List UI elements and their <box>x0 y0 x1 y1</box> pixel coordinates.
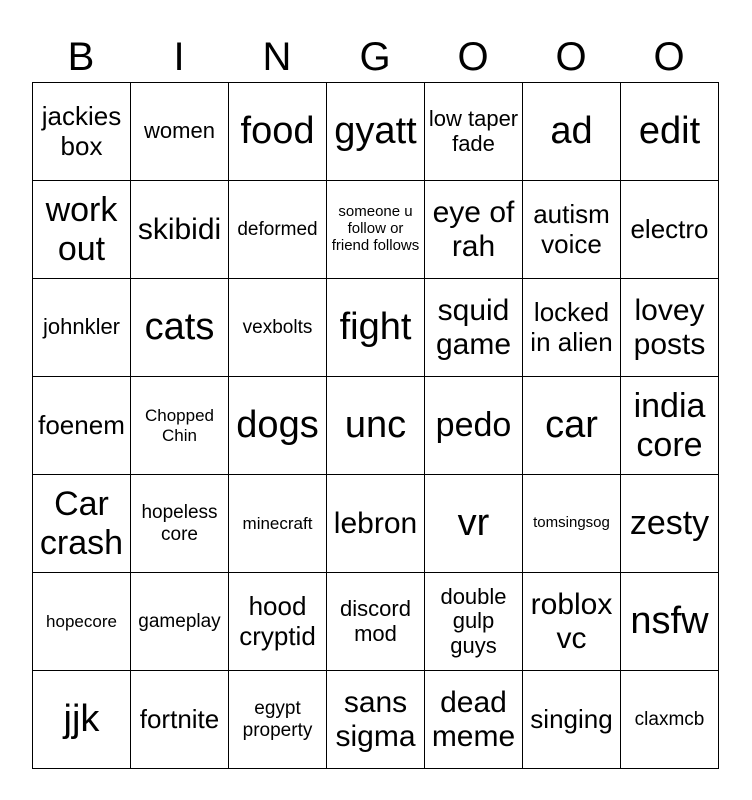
bingo-cell[interactable] <box>33 279 131 377</box>
cell-label: double gulp guys <box>440 583 507 658</box>
cell-label: pedo <box>435 406 512 445</box>
bingo-cell[interactable] <box>229 377 327 475</box>
cell-label: Chopped Chin <box>144 406 214 445</box>
bingo-cell[interactable] <box>327 671 425 769</box>
bingo-cell[interactable] <box>33 671 131 769</box>
bingo-cell[interactable] <box>621 181 719 279</box>
cell-label: lebron <box>333 506 418 540</box>
bingo-cell[interactable] <box>327 181 425 279</box>
bingo-cell[interactable] <box>33 377 131 475</box>
cell-label: vexbolts <box>242 316 313 338</box>
bingo-cell[interactable] <box>523 573 621 671</box>
bingo-cell[interactable] <box>425 279 523 377</box>
cell-label: tomsingsog <box>533 514 610 532</box>
cell-label: hopecore <box>46 611 117 631</box>
cell-label: work out <box>45 191 118 268</box>
cell-label: sans sigma <box>335 685 416 753</box>
bingo-cell[interactable] <box>621 671 719 769</box>
bingo-cell[interactable] <box>131 377 229 475</box>
cell-label: someone u follow or friend follows <box>331 203 420 254</box>
bingo-cell[interactable] <box>425 181 523 279</box>
cell-label: squid game <box>435 293 512 361</box>
header-letter-o-3: O <box>653 35 685 79</box>
cell-label: nsfw <box>630 600 709 643</box>
cell-label: fortnite <box>139 703 220 734</box>
bingo-cell[interactable] <box>131 671 229 769</box>
bingo-cell[interactable] <box>229 475 327 573</box>
cell-label: gameplay <box>138 610 221 632</box>
cell-label: fight <box>339 306 412 349</box>
bingo-cell[interactable] <box>33 573 131 671</box>
header-letter-g: G <box>359 35 391 79</box>
cell-label: hopeless core <box>141 502 218 545</box>
bingo-cell[interactable] <box>327 377 425 475</box>
cell-label: foenem <box>38 409 125 440</box>
bingo-cell[interactable] <box>131 573 229 671</box>
cell-label: lovey posts <box>633 293 706 361</box>
bingo-cell[interactable] <box>621 377 719 475</box>
cell-label: locked in alien <box>530 297 613 357</box>
cell-label: ad <box>550 110 593 153</box>
bingo-cell[interactable] <box>327 279 425 377</box>
bingo-cell[interactable] <box>621 573 719 671</box>
cell-label: india core <box>633 387 706 464</box>
cell-label: skibidi <box>137 212 222 246</box>
bingo-cell[interactable] <box>327 573 425 671</box>
cell-label: roblox vc <box>530 587 613 655</box>
cell-label: gyatt <box>334 110 417 153</box>
bingo-cell[interactable] <box>523 475 621 573</box>
bingo-cell[interactable] <box>621 279 719 377</box>
header-letter-i: I <box>173 35 185 79</box>
bingo-cell[interactable] <box>523 377 621 475</box>
bingo-cell[interactable] <box>229 279 327 377</box>
cell-label: vr <box>457 502 490 545</box>
header-letter-b: B <box>67 35 95 79</box>
cell-label: dead meme <box>431 685 516 753</box>
header-letter-o-2: O <box>555 35 587 79</box>
bingo-cell[interactable] <box>523 279 621 377</box>
bingo-cell[interactable] <box>131 475 229 573</box>
bingo-cell[interactable] <box>327 475 425 573</box>
bingo-cell[interactable] <box>131 83 229 181</box>
bingo-cell[interactable] <box>131 181 229 279</box>
bingo-header <box>32 32 718 82</box>
bingo-cell[interactable] <box>229 181 327 279</box>
bingo-cell[interactable] <box>425 573 523 671</box>
cell-label: low taper fade <box>428 105 519 156</box>
header-letter-o-1: O <box>457 35 489 79</box>
cell-label: cats <box>144 306 215 349</box>
cell-label: discord mod <box>340 595 411 646</box>
cell-label: jjk <box>63 698 100 741</box>
cell-label: car <box>545 404 598 447</box>
cell-label: johnkler <box>42 314 121 340</box>
cell-label: minecraft <box>242 513 313 533</box>
cell-label: autism voice <box>533 199 610 259</box>
bingo-cell[interactable] <box>327 83 425 181</box>
bingo-cell[interactable] <box>425 377 523 475</box>
bingo-cell[interactable] <box>33 83 131 181</box>
cell-label: dogs <box>236 404 319 447</box>
bingo-cell[interactable] <box>33 475 131 573</box>
bingo-cell[interactable] <box>33 181 131 279</box>
bingo-cell[interactable] <box>229 671 327 769</box>
bingo-cell[interactable] <box>523 83 621 181</box>
bingo-cell[interactable] <box>229 83 327 181</box>
cell-label: eye of rah <box>432 195 515 263</box>
cell-label: unc <box>344 404 407 447</box>
bingo-cell[interactable] <box>523 181 621 279</box>
cell-label: electro <box>630 213 709 244</box>
header-letter-n: N <box>262 35 292 79</box>
bingo-cell[interactable] <box>425 475 523 573</box>
bingo-cell[interactable] <box>229 573 327 671</box>
cell-label: food <box>240 110 315 153</box>
cell-label: deformed <box>237 218 318 240</box>
bingo-cell[interactable] <box>425 83 523 181</box>
bingo-cell[interactable] <box>621 475 719 573</box>
cell-label: women <box>144 118 215 144</box>
bingo-cell[interactable] <box>621 83 719 181</box>
cell-label: jackies box <box>41 101 122 161</box>
cell-label: zesty <box>629 504 710 543</box>
cell-label: hood cryptid <box>239 591 316 651</box>
bingo-cell[interactable] <box>425 671 523 769</box>
cell-label: Car crash <box>39 485 124 562</box>
cell-label: singing <box>530 703 613 734</box>
cell-label: claxmcb <box>634 708 705 730</box>
cell-label: edit <box>638 110 701 153</box>
bingo-cell[interactable] <box>523 671 621 769</box>
cell-label: egypt property <box>242 698 313 741</box>
bingo-cell[interactable] <box>131 279 229 377</box>
bingo-board <box>32 82 719 769</box>
